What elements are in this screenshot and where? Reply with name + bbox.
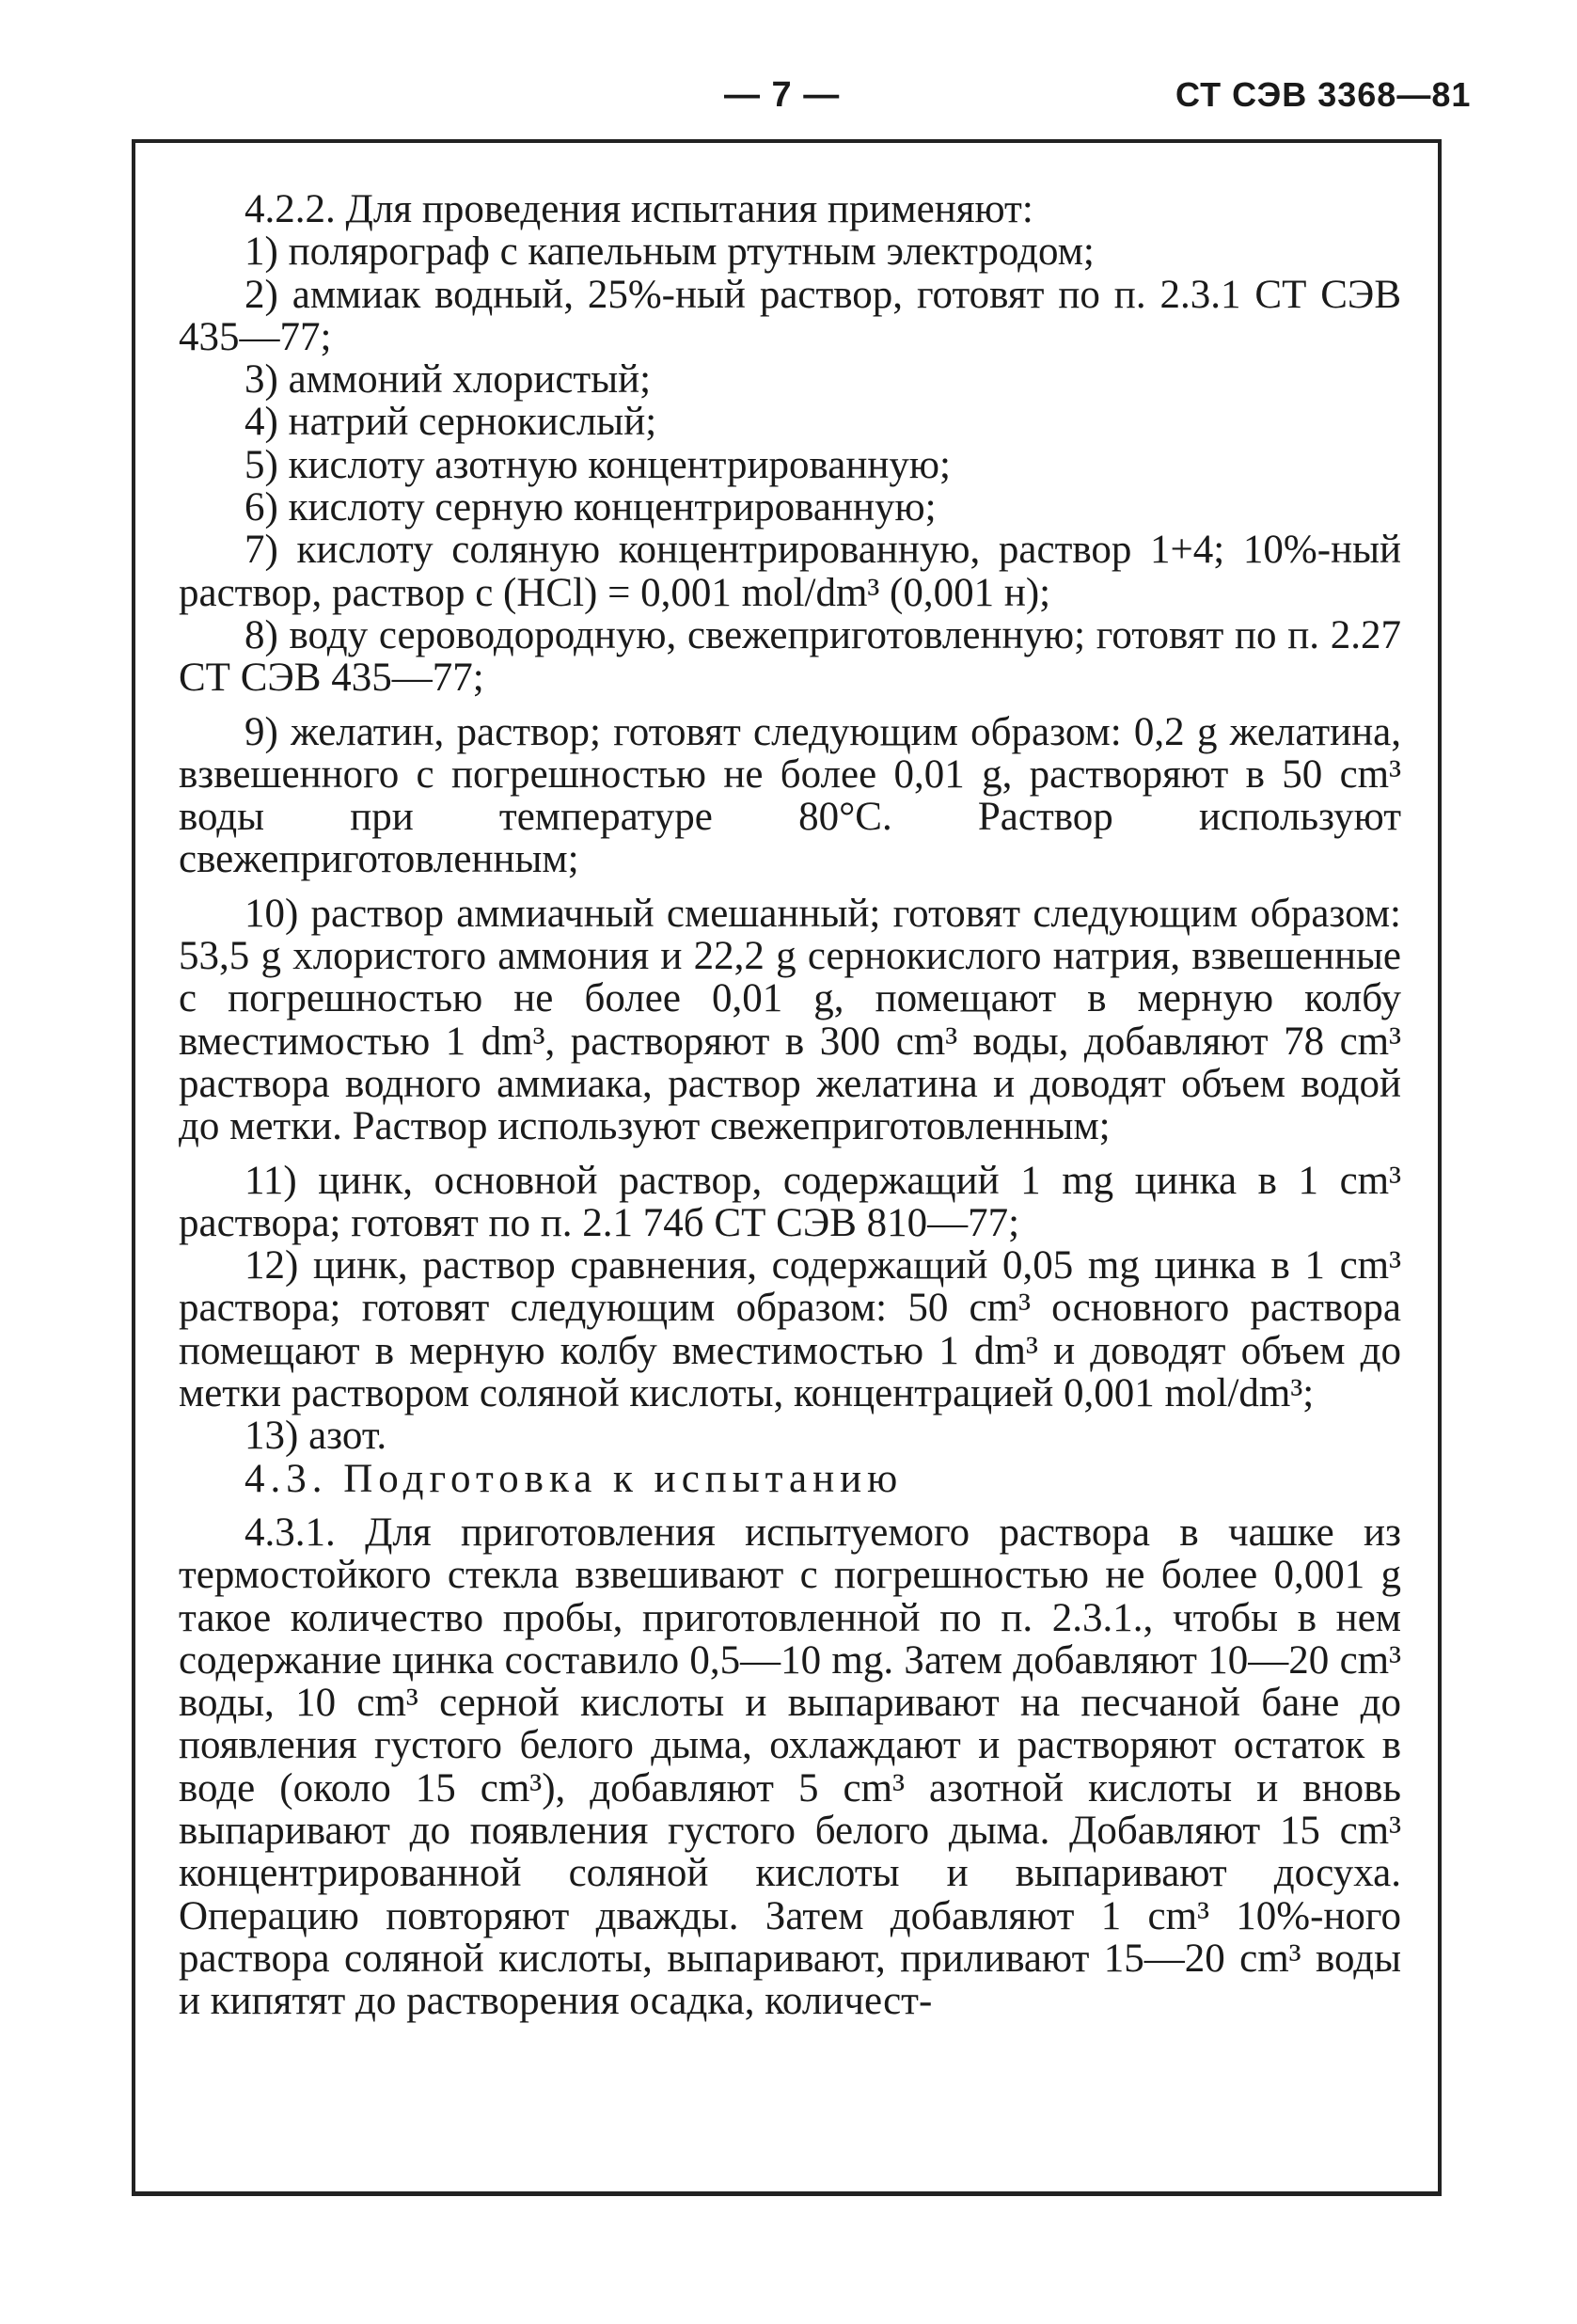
paragraph-4-3-1: 4.3.1. Для приготовления испытуемого раствора в чашке из термостойкого стекла взвешивают с погрешностью не более 0,001 g такое количество пробы, приготовленной по п. 2.3.1., чтобы в нем содержание цинка составило 0,5—10 mg. Затем добавляют 10—20 cm³ воды, 10 cm³ серной кислоты и выпаривают на песчаной бане до появления густого белого дыма, охлаждают и растворяют остаток в воде (около 15 cm³), добавляют 5 cm³ азотной кислоты и вновь выпаривают до появления густого белого дыма. Добавляют 15 cm³ концентрированной соляной кислоты и выпаривают досуха. Операцию повторяют дважды. Затем добавляют 1 cm³ 10%-ного раствора соляной кислоты, выпаривают, приливают 15—20 cm³ воды и кипятят до растворения осадка, количест- — [179, 1510, 1401, 2024]
list-item-3: 3) аммоний хлористый; — [244, 357, 652, 403]
list-item-7: 7) кислоту соляную концентрированную, раствор 1+4; 10%-ный раствор, раствор c (HCl) = 0,001 mol/dm³ (0,001 н); — [179, 528, 1401, 615]
list-item-9: 9) желатин, раствор; готовят следующим образом: 0,2 g желатина, взвешенного с погрешностью не более 0,01 g, растворяют в 50 cm³ воды при температуре 80°С. Раствор используют свежеприготовленным; — [179, 709, 1401, 882]
list-item-4: 4) натрий сернокислый; — [244, 400, 657, 445]
document-body — [179, 188, 1401, 2022]
list-item-8: 8) воду сероводородную, свежеприготовленную; готовят по п. 2.27 СТ СЭВ 435—77; — [179, 612, 1401, 701]
paragraph-4-2-2: 4.2.2. Для проведения испытания применяют: — [244, 187, 1033, 231]
list-item-1: 1) полярограф с капельным ртутным электродом; — [244, 229, 1095, 275]
page-header — [0, 75, 1577, 132]
standard-code: СТ СЭВ 3368—81 — [1175, 75, 1472, 114]
list-item-5: 5) кислоту азотную концентрированную; — [244, 442, 951, 487]
list-item-10: 10) раствор аммиачный смешанный; готовят следующим образом: 53,5 g хлористого аммония и 22,2 g сернокислого натрия, взвешенные с погрешностью не более 0,01 g, помещают в мерную колбу вместимостью 1 dm³, растворяют в 300 cm³ воды, добавляют 78 cm³ раствора водного аммиака, раствор желатина и доводят объем водой до метки. Раствор используют свежеприготовленным; — [179, 891, 1401, 1149]
list-item-2: 2) аммиак водный, 25%-ный раствор, готовят по п. 2.3.1 СТ СЭВ 435—77; — [179, 272, 1401, 359]
list-item-13: 13) азот. — [244, 1414, 387, 1459]
list-item-6: 6) кислоту серную концентрированную; — [244, 485, 937, 530]
list-item-11: 11) цинк, основной раствор, содержащий 1 mg цинка в 1 cm³ раствора; готовят по п. 2.1 74б СТ СЭВ 810—77; — [179, 1158, 1401, 1245]
list-item-12: 12) цинк, раствор сравнения, содержащий 0,05 mg цинка в 1 cm³ раствора; готовят следующим образом: 50 cm³ основного раствора помещают в мерную колбу вместимостью 1 dm³ и доводят объем до метки раствором соляной кислоты, концентрацией 0,001 mol/dm³; — [179, 1243, 1401, 1416]
section-heading-4-3: 4.3. Подготовка к испытанию — [244, 1456, 904, 1501]
page-number: — 7 — — [724, 75, 841, 115]
